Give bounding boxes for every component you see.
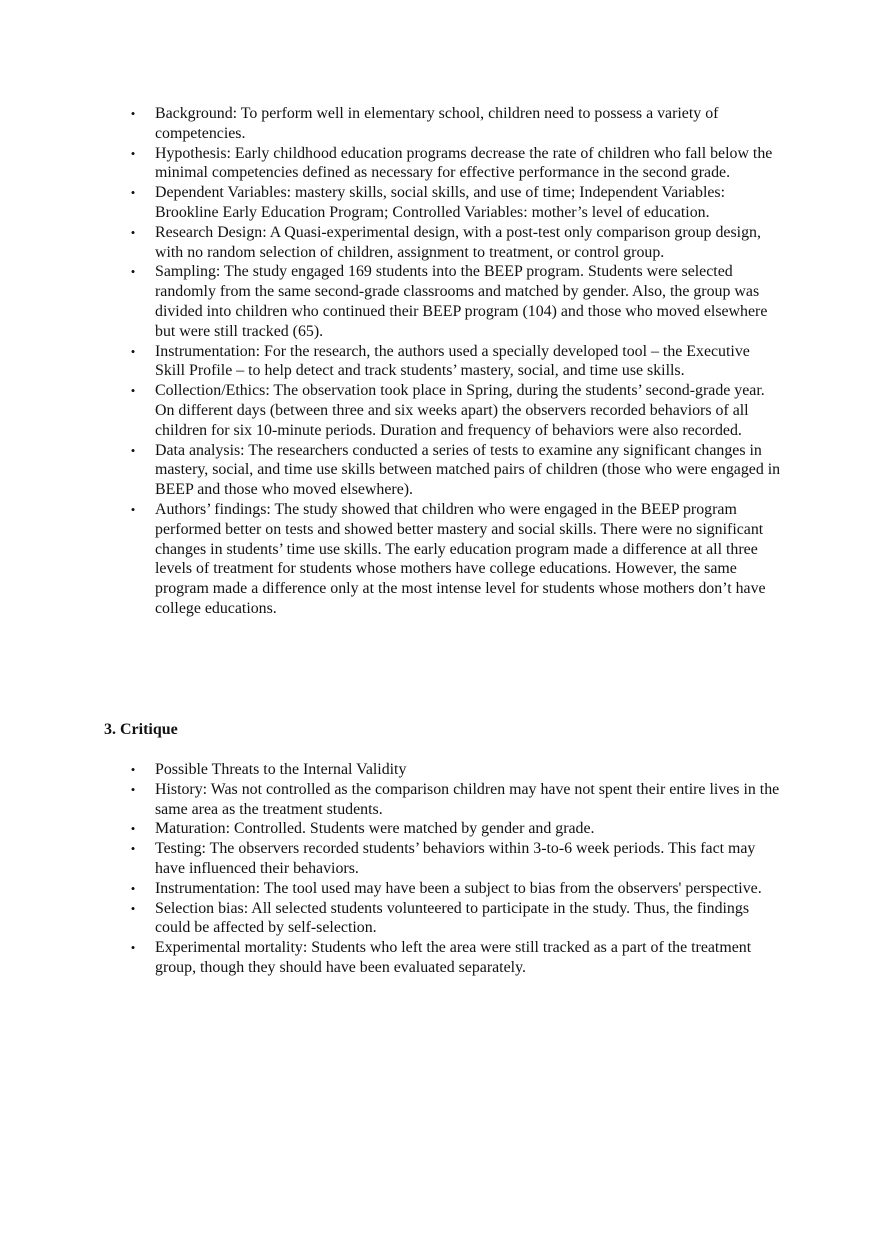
bullet-text: Sampling: The study engaged 169 students into the BEEP program. Students were selected randomly from the same second-grade classrooms and matched by gender. Also, the group was divided into children who continued their BEEP program (104) and those who moved elsewhere but were still tracked (65).	[155, 263, 768, 340]
bullet-background	[130, 104, 783, 144]
bullet-icon: •	[130, 442, 136, 458]
bullet-selection-bias	[130, 899, 783, 939]
bullet-instrumentation-critique	[130, 879, 783, 899]
bullet-history	[130, 780, 783, 820]
bullet-icon: •	[130, 841, 136, 857]
bullet-icon: •	[130, 762, 136, 777]
bullet-text: Collection/Ethics: The observation took place in Spring, during the students’ second-grade year. On different days (between three and six weeks apart) the observers recorded behaviors of all children for six 10-minute periods. Duration and frequency of behaviors were also recorded.	[155, 382, 765, 439]
bullet-text: Research Design: A Quasi-experimental design, with a post-test only comparison group design, with no random selection of children, assignment to treatment, or control group.	[155, 223, 761, 261]
bullet-icon: •	[130, 264, 136, 280]
bullet-data-analysis	[130, 441, 783, 500]
bullet-icon: •	[130, 821, 136, 837]
bullet-authors-findings	[130, 500, 783, 619]
bullet-text: Background: To perform well in elementary school, children need to possess a variety of competencies.	[155, 105, 719, 142]
bullet-text: Experimental mortality: Students who left the area were still tracked as a part of the treatment group, though they should have been evaluated separately.	[155, 939, 752, 976]
bullet-icon: •	[130, 343, 136, 359]
bullet-maturation	[130, 819, 783, 839]
bullet-experimental-mortality	[130, 938, 783, 978]
bullet-icon: •	[130, 880, 136, 896]
bullet-text: Instrumentation: The tool used may have been a subject to bias from the observers' perspective.	[155, 879, 762, 897]
bullet-text: Data analysis: The researchers conducted a series of tests to examine any significant changes in mastery, social, and time use skills between matched pairs of children (those who were engaged in BEEP and those who moved elsewhere).	[155, 441, 781, 499]
methods-bullet-list	[130, 104, 783, 619]
bullet-text: Maturation: Controlled. Students were matched by gender and grade.	[155, 820, 595, 838]
bullet-text: Possible Threats to the Internal Validity	[155, 761, 407, 778]
bullet-instrumentation	[130, 342, 783, 382]
bullet-icon: •	[130, 224, 136, 240]
bullet-icon: •	[130, 145, 136, 161]
bullet-research-design	[130, 223, 783, 263]
bullet-icon: •	[130, 781, 136, 797]
bullet-collection-ethics	[130, 381, 783, 440]
bullet-variables	[130, 183, 783, 223]
bullet-text: Instrumentation: For the research, the authors used a specially developed tool – the Executive Skill Profile – to help detect and track students’ mastery, social, and time use skills.	[155, 342, 750, 380]
critique-bullet-list	[130, 760, 783, 978]
bullet-icon: •	[130, 383, 136, 399]
bullet-icon: •	[130, 940, 136, 956]
bullet-icon: •	[130, 501, 136, 517]
bullet-testing	[130, 839, 783, 879]
bullet-hypothesis	[130, 144, 783, 184]
bullet-sampling	[130, 262, 783, 341]
bullet-text: History: Was not controlled as the comparison children may have not spent their entire lives in the same area as the treatment students.	[155, 780, 780, 818]
bullet-icon: •	[130, 185, 136, 201]
bullet-text: Testing: The observers recorded students’ behaviors within 3-to-6 week periods. This fact may have influenced their behaviors.	[155, 840, 756, 877]
bullet-text: Authors’ findings: The study showed that children who were engaged in the BEEP program performed better on tests and showed better mastery and social skills. There were no significant changes in students’ time use skills. The early education program made a difference at all three levels of treatment for students whose mothers have college educations. However, the same program made a difference only at the most intense level for students whose mothers don’t have college educations.	[155, 500, 766, 617]
bullet-text: Hypothesis: Early childhood education programs decrease the rate of children who fall below the minimal competencies defined as necessary for effective performance in the second grade.	[155, 144, 773, 182]
bullet-icon: •	[130, 106, 136, 121]
bullet-text: Selection bias: All selected students volunteered to participate in the study. Thus, the findings could be affected by self-selection.	[155, 899, 750, 937]
bullet-threats	[130, 760, 783, 780]
section-heading-critique: 3. Critique	[104, 721, 178, 738]
bullet-icon: •	[130, 900, 136, 916]
bullet-text: Dependent Variables: mastery skills, social skills, and use of time; Independent Variables: Brookline Early Education Program; Controlled Variables: mother’s level of education.	[155, 184, 726, 221]
